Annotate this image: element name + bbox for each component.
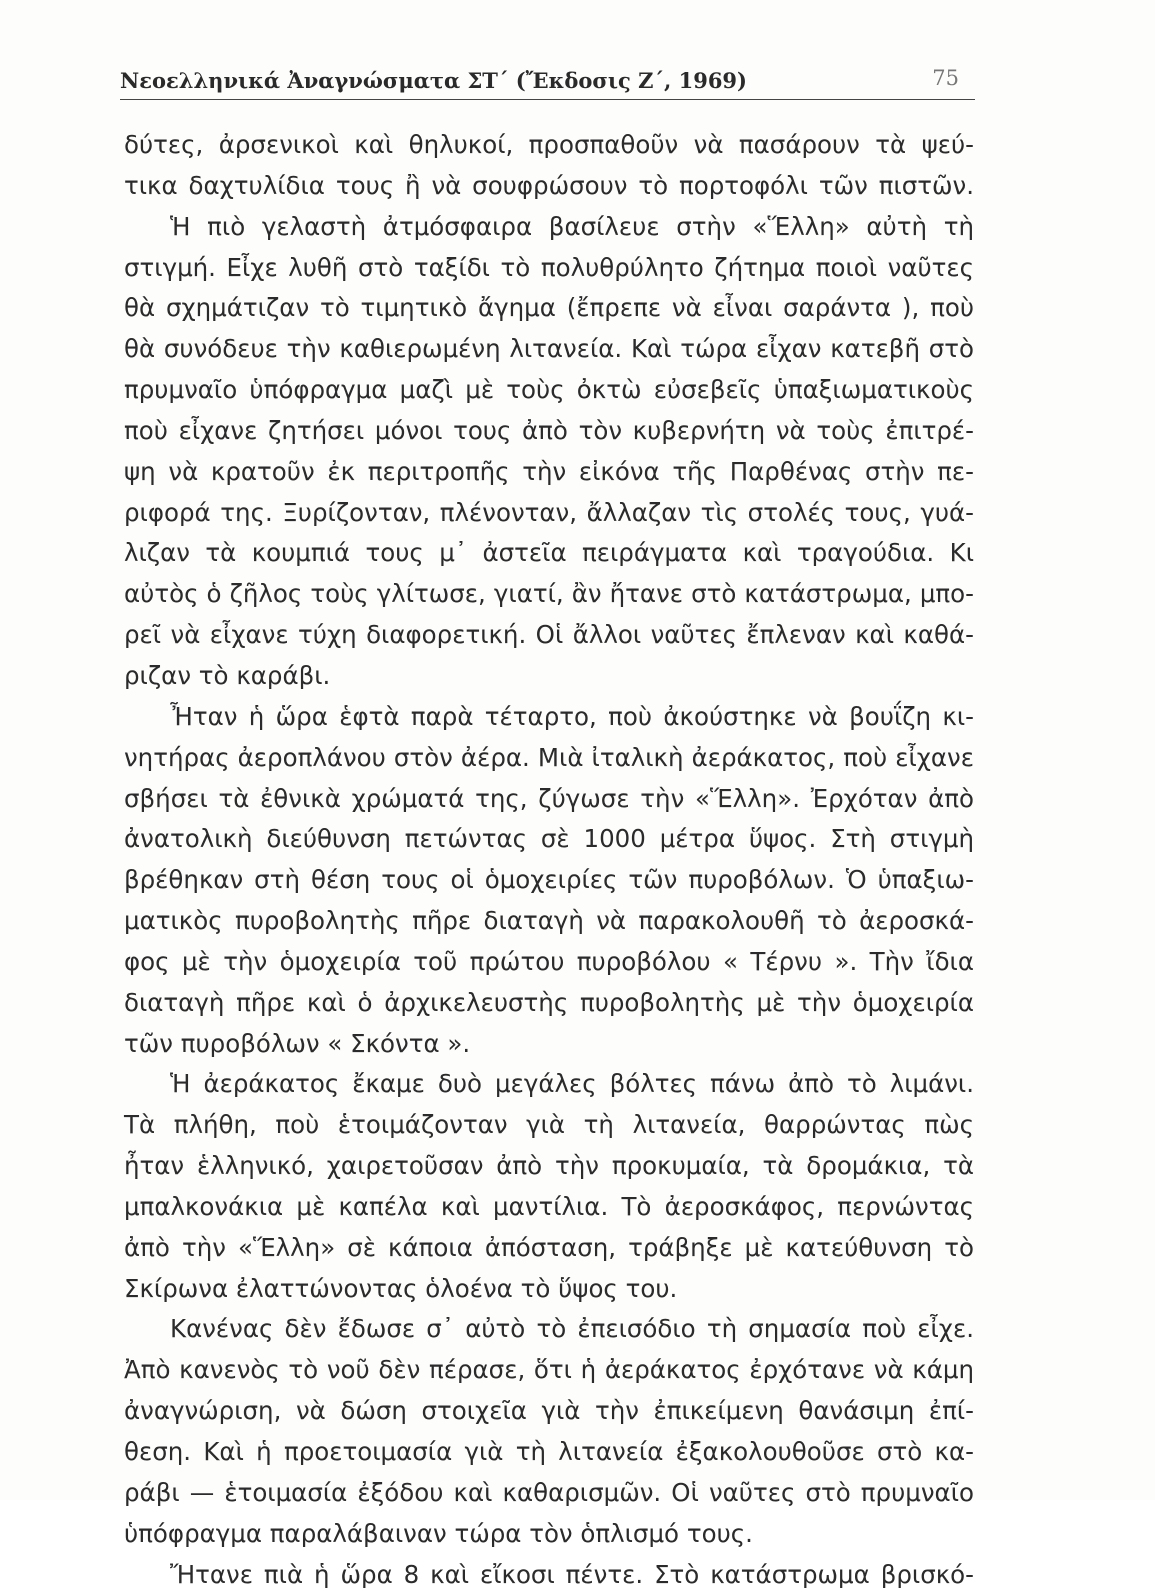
- text-line: ἀναγνώριση, νὰ δώση στοιχεῖα γιὰ τὴν ἐπικείμενη θανάσιμη ἐπί-: [124, 1396, 974, 1426]
- text-line: ἀπὸ τὴν «Ἕλλη» σὲ κάποια ἀπόσταση, τράβηξε μὲ κατεύθυνση τὸ: [124, 1232, 974, 1262]
- text-line: στιγμή. Εἶχε λυθῆ στὸ ταξίδι τὸ πολυθρύλητο ζήτημα ποιοὶ ναῦτες: [124, 252, 974, 282]
- page-number: 75: [932, 66, 959, 90]
- text-line: λιζαν τὰ κουμπιά τους μ᾽ ἀστεῖα πειράγματα καὶ τραγούδια. Κι: [124, 538, 974, 568]
- text-line: ρεῖ νὰ εἶχανε τύχη διαφορετική. Οἱ ἄλλοι ναῦτες ἔπλεναν καὶ καθά-: [124, 620, 974, 650]
- text-line: Ἦταν ἡ ὥρα ἑφτὰ παρὰ τέταρτο, ποὺ ἀκούστηκε νὰ βουΐζη κι-: [170, 701, 974, 731]
- text-line: ματικὸς πυροβολητὴς πῆρε διαταγὴ νὰ παρακολουθῆ τὸ ἀεροσκά-: [124, 906, 974, 936]
- text-line: ριφορά της. Ξυρίζονταν, πλένονταν, ἄλλαζαν τὶς στολές τους, γυά-: [124, 497, 974, 527]
- text-line: ράβι — ἑτοιμασία ἐξόδου καὶ καθαρισμῶν. Οἱ ναῦτες στὸ πρυμναῖο: [124, 1477, 974, 1507]
- text-line: Ἡ πιὸ γελαστὴ ἀτμόσφαιρα βασίλευε στὴν «Ἕλλη» αὐτὴ τὴ: [170, 211, 974, 241]
- body-text: [124, 125, 974, 1595]
- header-rule: [120, 99, 975, 100]
- text-line: Ἡ ἀεράκατος ἔκαμε δυὸ μεγάλες βόλτες πάνω ἀπὸ τὸ λιμάνι.: [170, 1069, 974, 1099]
- text-line: ἀνατολικὴ διεύθυνση πετώντας σὲ 1000 μέτρα ὕψος. Στὴ στιγμὴ: [124, 824, 974, 854]
- text-line: μπαλκονάκια μὲ καπέλα καὶ μαντίλια. Τὸ ἀεροσκάφος, περνώντας: [124, 1191, 974, 1221]
- text-line: Ἤτανε πιὰ ἡ ὥρα 8 καὶ εἴκοσι πέντε. Στὸ κατάστρωμα βρισκό-: [170, 1559, 974, 1589]
- text-line: ριζαν τὸ καράβι.: [124, 660, 331, 690]
- text-line: Τὰ πλήθη, ποὺ ἑτοιμάζονταν γιὰ τὴ λιτανεία, θαρρώντας πὼς: [124, 1110, 974, 1140]
- text-line: θὰ σχημάτιζαν τὸ τιμητικὸ ἄγημα (ἔπρεπε νὰ εἶναι σαράντα ), ποὺ: [124, 293, 974, 323]
- text-line: θὰ συνόδευε τὴν καθιερωμένη λιτανεία. Καὶ τώρα εἶχαν κατεβῆ στὸ: [124, 334, 974, 364]
- text-line: πρυμναῖο ὑπόφραγμα μαζὶ μὲ τοὺς ὀκτὼ εὐσεβεῖς ὑπαξιωματικοὺς: [124, 375, 974, 405]
- text-line: τικα δαχτυλίδια τους ἢ νὰ σουφρώσουν τὸ πορτοφόλι τῶν πιστῶν.: [124, 170, 974, 200]
- text-line: φος μὲ τὴν ὁμοχειρία τοῦ πρώτου πυροβόλου « Τέρνυ ». Τὴν ἴδια: [124, 946, 974, 976]
- text-line: ποὺ εἶχανε ζητήσει μόνοι τους ἀπὸ τὸν κυβερνήτη νὰ τοὺς ἐπιτρέ-: [124, 415, 974, 445]
- text-line: ψη νὰ κρατοῦν ἐκ περιτροπῆς τὴν εἰκόνα τῆς Παρθένας στὴν πε-: [124, 456, 974, 486]
- text-line: θεση. Καὶ ἡ προετοιμασία γιὰ τὴ λιτανεία ἐξακολουθοῦσε στὸ κα-: [124, 1437, 974, 1466]
- header-title: Νεοελληνικά Ἀναγνώσματα ΣΤ΄ (Ἔκδοσις Ζ΄, 1969): [120, 68, 747, 93]
- text-line: Κανένας δὲν ἔδωσε σ᾽ αὐτὸ τὸ ἐπεισόδιο τὴ σημασία ποὺ εἶχε.: [170, 1314, 974, 1344]
- text-line: ὑπόφραγμα παραλάβαιναν τώρα τὸν ὁπλισμό τους.: [124, 1518, 753, 1548]
- text-line: σβήσει τὰ ἐθνικὰ χρώματά της, ζύγωσε τὴν «Ἕλλη». Ἐρχόταν ἀπὸ: [124, 783, 974, 813]
- text-line: Σκίρωνα ἐλαττώνοντας ὁλοένα τὸ ὕψος του.: [124, 1273, 678, 1303]
- text-line: τῶν πυροβόλων « Σκόντα ».: [124, 1028, 471, 1058]
- text-line: διαταγὴ πῆρε καὶ ὁ ἀρχικελευστὴς πυροβολητὴς μὲ τὴν ὁμοχειρία: [124, 987, 974, 1017]
- text-line: ἦταν ἑλληνικό, χαιρετοῦσαν ἀπὸ τὴν προκυμαία, τὰ δρομάκια, τὰ: [124, 1151, 974, 1181]
- running-header: [120, 64, 975, 100]
- text-line: Ἀπὸ κανενὸς τὸ νοῦ δὲν πέρασε, ὅτι ἡ ἀεράκατος ἐρχότανε νὰ κάμη: [124, 1355, 974, 1385]
- text-line: δύτες, ἀρσενικοὶ καὶ θηλυκοί, προσπαθοῦν νὰ πασάρουν τὰ ψεύ-: [124, 130, 974, 159]
- text-line: αὐτὸς ὁ ζῆλος τοὺς γλίτωσε, γιατί, ἂν ἤτανε στὸ κατάστρωμα, μπο-: [124, 579, 974, 609]
- text-line: βρέθηκαν στὴ θέση τους οἱ ὁμοχειρίες τῶν πυροβόλων. Ὁ ὑπαξιω-: [124, 865, 974, 895]
- text-line: νητήρας ἀεροπλάνου στὸν ἀέρα. Μιὰ ἰταλικὴ ἀεράκατος, ποὺ εἶχανε: [124, 742, 974, 772]
